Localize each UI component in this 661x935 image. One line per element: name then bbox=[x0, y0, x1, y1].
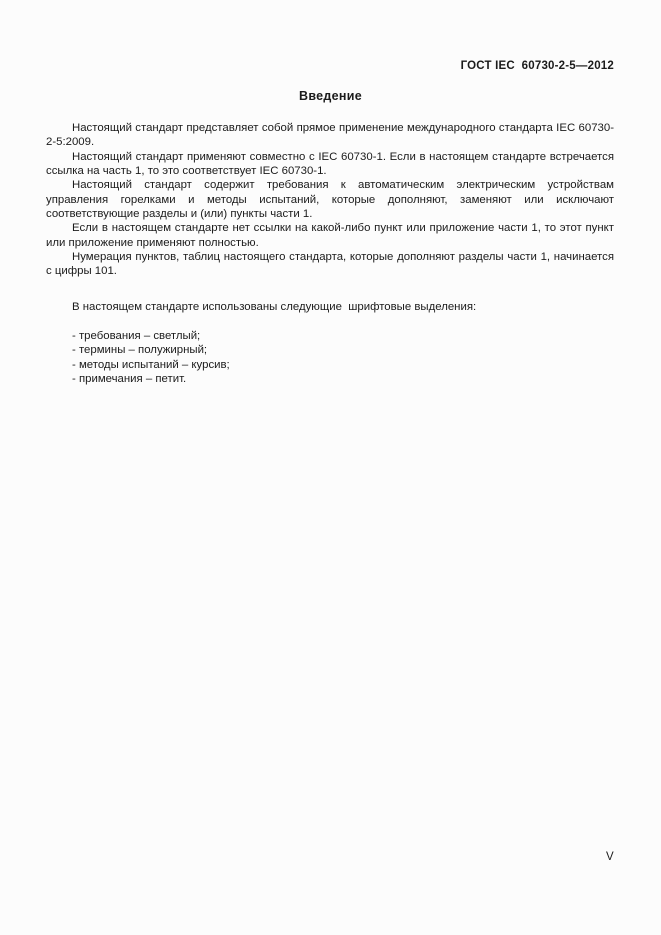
typography-legend-list bbox=[46, 315, 614, 387]
paragraph: Если в настоящем стандарте нет ссылки на какой-либо пункт или приложение части 1, то этот пункт или приложение применяют полностью. bbox=[46, 222, 614, 249]
paragraph: Нумерация пунктов, таблиц настоящего стандарта, которые дополняют разделы части 1, начинается с цифры 101. bbox=[46, 251, 614, 278]
paragraph: Настоящий стандарт содержит требования к автоматическим электрическим устройствам управления горелками и методы испытаний, которые дополняют, заменяют или исключают соответствующие разделы и (или) пункты части 1. bbox=[46, 179, 614, 221]
page-title: Введение bbox=[299, 89, 362, 103]
body-text-block bbox=[46, 121, 614, 387]
list-item: - термины – полужирный; bbox=[72, 344, 208, 357]
list-item: - примечания – петит. bbox=[72, 373, 187, 386]
page-number: V bbox=[606, 851, 614, 863]
list-item: - требования – светлый; bbox=[72, 330, 201, 343]
list-item: - методы испытаний – курсив; bbox=[72, 358, 230, 371]
typography-legend-intro: В настоящем стандарте использованы следующие шрифтовые выделения: bbox=[72, 301, 477, 314]
paragraph: Настоящий стандарт применяют совместно с IEC 60730-1. Если в настоящем стандарте встречается ссылка на часть 1, то это соответствует IEC 60730-1. bbox=[46, 150, 614, 178]
document-header: ГОСТ IEC 60730-2-5—2012 bbox=[460, 60, 614, 72]
paragraph: Настоящий стандарт представляет собой прямое применение международного стандарта IEC 60730-2-5:2009. bbox=[46, 122, 614, 149]
